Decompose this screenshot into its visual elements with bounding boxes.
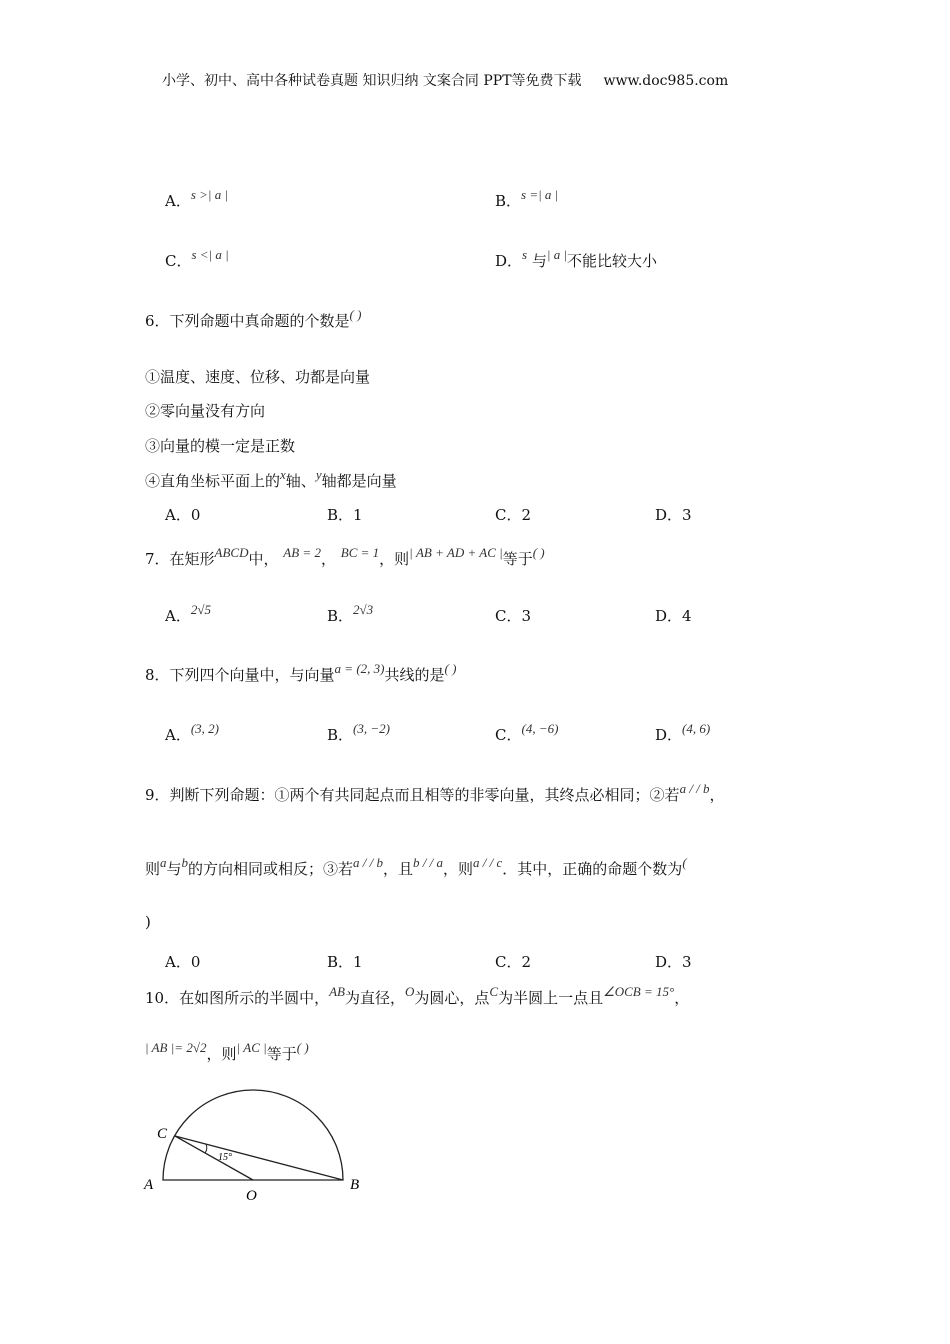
q5-option-c: C．s <| a | — [165, 247, 229, 270]
q9-option: B．1 — [327, 953, 363, 971]
q6-item: ④直角坐标平面上的x轴、y轴都是向量 — [145, 467, 397, 490]
segment-co — [175, 1136, 253, 1180]
q6-stem: 6．下列命题中真命题的个数是( ) — [145, 307, 362, 330]
q7-stem: 7．在矩形ABCD中， AB = 2， BC = 1，则| AB + AD + AC |等于( ) — [145, 545, 545, 568]
q9-option: C．2 — [495, 953, 532, 971]
header-site: www.doc985.com — [603, 73, 729, 89]
label-o: O — [246, 1188, 257, 1204]
q8-option-b: B．(3, −2) — [327, 721, 390, 744]
q5-option-d: D．s 与| a |不能比较大小 — [495, 247, 658, 270]
q6-option: A．0 — [165, 506, 201, 524]
q9-line2: 则a与b的方向相同或相反；③若a / / b，且b / / a，则a / / c．其中，正确的命题个数为( — [145, 855, 687, 878]
q6-option: B．1 — [327, 506, 363, 524]
q5-option-b: B．s =| a | — [495, 187, 559, 210]
q10-stem: 10．在如图所示的半圆中，AB为直径，O为圆心，点C为半圆上一点且∠OCB = 15°， — [145, 984, 690, 1007]
header-slogan: 小学、初中、高中各种试卷真题 知识归纳 文案合同 PPT等免费下载 — [162, 73, 582, 89]
q6-option: D．3 — [655, 506, 692, 524]
q9-option: D．3 — [655, 953, 692, 971]
q7-option-c: C．3 — [495, 607, 532, 625]
q9-option: A．0 — [165, 953, 201, 971]
q6-item: ③向量的模一定是正数 — [145, 437, 296, 455]
q7-option-a: A．2√5 — [165, 602, 211, 625]
q6-item: ①温度、速度、位移、功都是向量 — [145, 368, 371, 386]
label-angle: 15° — [218, 1152, 232, 1163]
label-c: C — [157, 1126, 168, 1142]
q8-option-d: D．(4, 6) — [655, 721, 711, 744]
q5-option-a: A．s >| a | — [165, 187, 229, 210]
label-b: B — [350, 1177, 360, 1193]
semicircle-arc — [163, 1090, 343, 1180]
q6-option: C．2 — [495, 506, 532, 524]
q7-option-d: D．4 — [655, 607, 692, 625]
label-a: A — [144, 1177, 154, 1193]
q6-item: ②零向量没有方向 — [145, 402, 266, 420]
q8-option-c: C．(4, −6) — [495, 721, 559, 744]
q9-line1: 9．判断下列命题：①两个有共同起点而且相等的非零向量，其终点必相同；②若a / / b， — [145, 781, 725, 804]
q9-paren-close: ) — [145, 913, 151, 931]
angle-arc — [205, 1144, 207, 1153]
q8-stem: 8．下列四个向量中，与向量a = (2, 3)共线的是( ) — [145, 661, 457, 684]
segment-cb — [175, 1136, 343, 1180]
q7-option-b: B．2√3 — [327, 602, 374, 625]
q8-option-a: A．(3, 2) — [165, 721, 220, 744]
q10-stem-2: | AB |= 2√2，则| AC |等于( ) — [145, 1040, 309, 1063]
